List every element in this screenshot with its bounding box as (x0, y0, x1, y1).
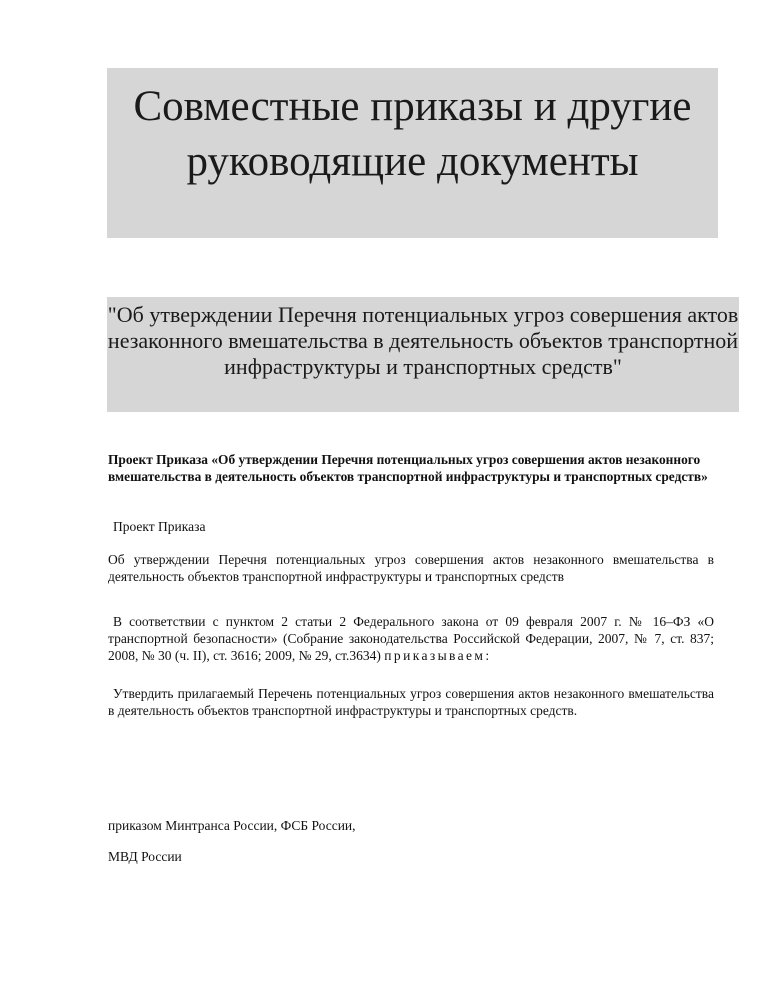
document-bold-title: Проект Приказа «Об утверждении Перечня потенциальных угроз совершения актов незаконного вмешательства в деятельность объектов транспортной инфраструктуры и транспортных средств» (108, 452, 708, 484)
approve-paragraph: Утвердить прилагаемый Перечень потенциальных угроз совершения актов незаконного вмешательства в деятельность объектов транспортной инфраструктуры и транспортных средств. (108, 686, 714, 718)
main-title: Совместные приказы и другие руководящие документы (133, 83, 692, 185)
signature-line-2: МВД России (108, 849, 182, 864)
subtitle: "Об утверждении Перечня потенциальных угроз совершения актов незаконного вмешательства в деятельность объектов транспортной инфраструктуры и транспортных средств" (107, 302, 739, 379)
order-word: приказываем: (384, 648, 492, 663)
legal-basis-text: В соответствии с пунктом 2 статьи 2 Федерального закона от 09 февраля 2007 г. № 16–ФЗ «О транспортной безопасности» (Собрание законодательства Российской Федерации, 2007, № 7, ст. 837; 2008, № 30 (ч. II), ст. 3616; 2009, № 29, ст.3634) (108, 614, 714, 663)
legal-basis-paragraph (108, 613, 714, 664)
document-subject: Об утверждении Перечня потенциальных угроз совершения актов незаконного вмешательства в деятельность объектов транспортной инфраструктуры и транспортных средств (108, 552, 714, 584)
subtitle-banner (107, 297, 739, 412)
signature-line-1: приказом Минтранса России, ФСБ России, (108, 818, 356, 833)
main-title-banner (107, 68, 718, 238)
draft-label: Проект Приказа (113, 519, 206, 534)
